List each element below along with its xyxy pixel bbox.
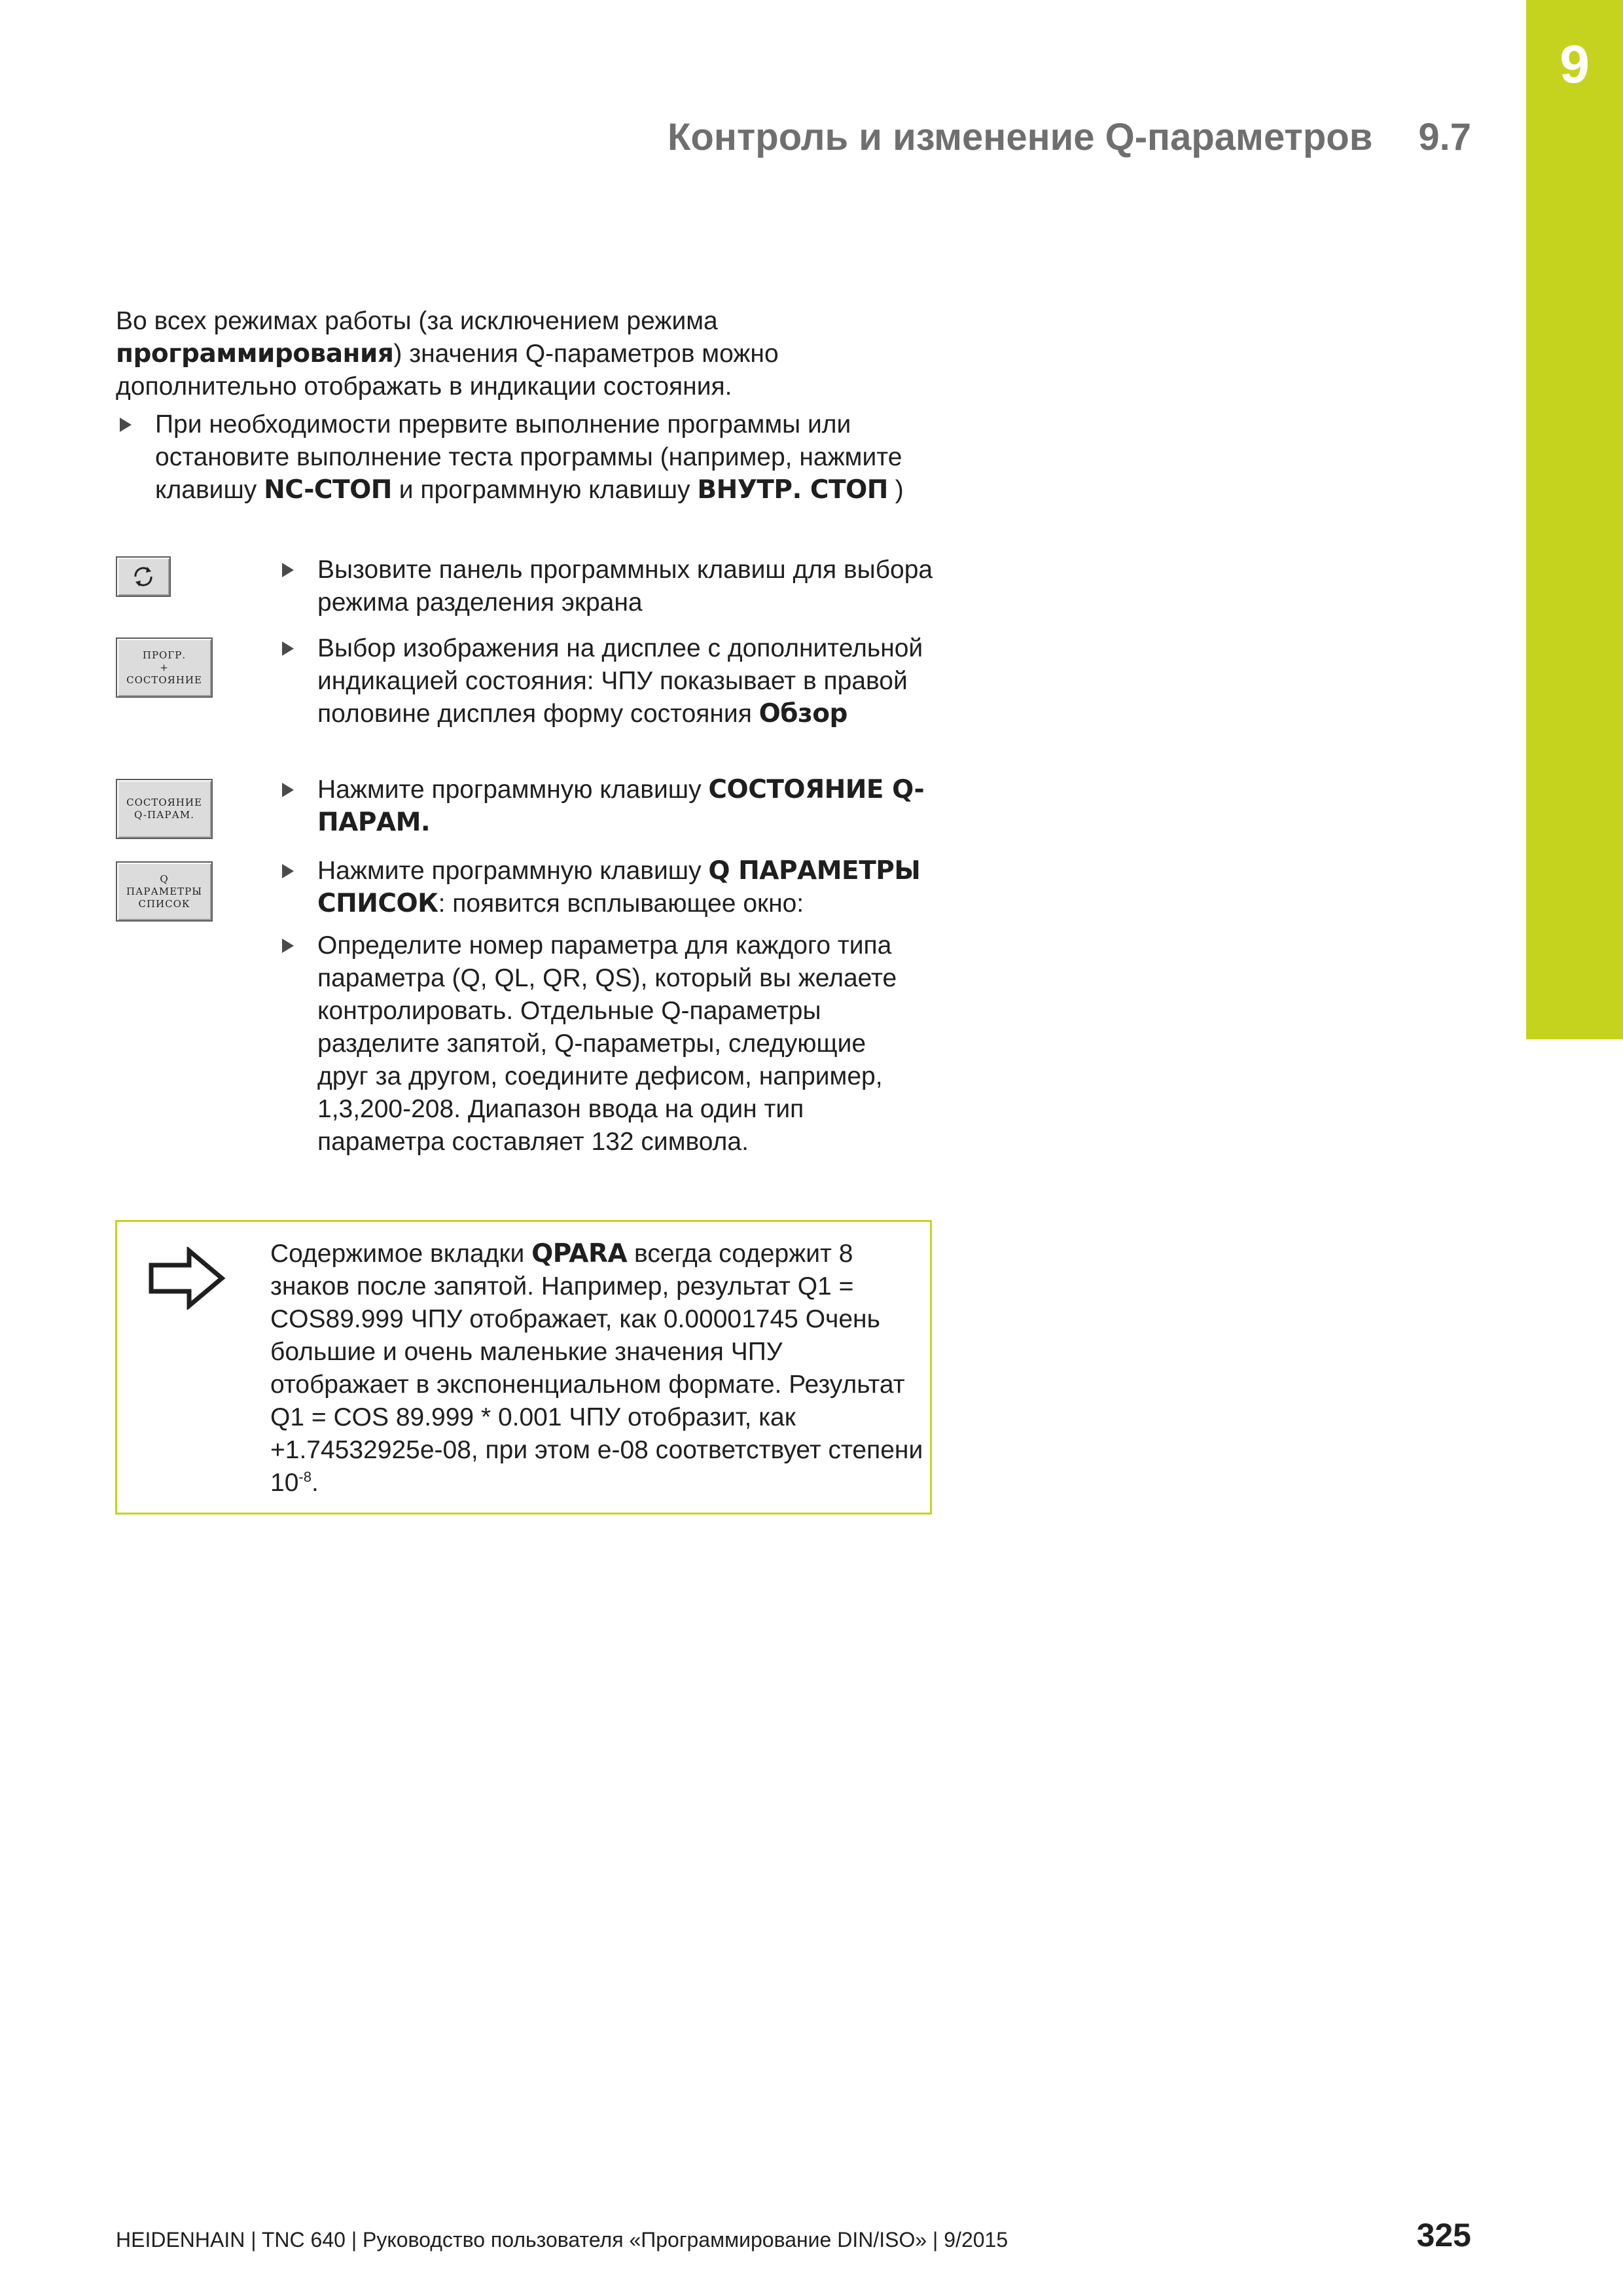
step1-text-1: При необходимости прервите выполнение программы или остановите выполнение теста программы (например, нажмите клавишу xyxy=(155,410,902,504)
note-text xyxy=(270,1238,925,1499)
step-6-row xyxy=(116,929,940,1191)
step-2-row xyxy=(116,554,940,619)
header-title: Контроль и изменение Q-параметров xyxy=(668,116,1373,158)
bullet-triangle-icon xyxy=(282,783,294,797)
step1-bold-1: NC-СТОП xyxy=(264,475,392,505)
step-3-row xyxy=(116,632,940,763)
step5-text-2: : появится всплывающее окно: xyxy=(438,889,804,918)
page-header xyxy=(668,115,1471,159)
note-text-1: Содержимое вкладки xyxy=(270,1240,532,1268)
bullet-triangle-icon xyxy=(282,864,294,878)
note-box xyxy=(115,1220,932,1515)
bullet-triangle-icon xyxy=(120,418,132,432)
arrow-right-icon xyxy=(149,1247,227,1310)
step1-bold-2: ВНУТР. СТОП xyxy=(697,475,888,505)
softkey-line-1: СОСТОЯНИЕ xyxy=(126,797,202,808)
softkey-line-2: ПАРАМЕТРЫ xyxy=(126,885,203,897)
step5-text-1: Нажмите программную клавишу xyxy=(317,857,709,885)
screen-layout-icon xyxy=(129,564,158,590)
step1-text-2: и программную клавишу xyxy=(391,476,698,504)
intro-block xyxy=(116,305,940,507)
prog-status-softkey[interactable] xyxy=(116,637,213,698)
step-5 xyxy=(278,855,940,920)
step-2 xyxy=(278,554,940,619)
step6-text: Определите номер параметра для каждого типа параметра (Q, QL, QR, QS), который вы желаете контролировать. Отдельные Q-параметры разделите запятой, Q-параметры, следующие друг за другом, соедините дефисом, например, 1,3,200-208. Диапазон ввода на один тип параметра составляет 132 символа. xyxy=(317,931,897,1156)
step2-text: Вызовите панель программных клавиш для выбора режима разделения экрана xyxy=(317,556,933,617)
chapter-number: 9 xyxy=(1560,35,1590,94)
step5-bold: Q ПАРАМЕТРЫ СПИСОК xyxy=(317,856,921,918)
page-number: 325 xyxy=(1416,2217,1471,2253)
chapter-tab xyxy=(1526,0,1623,1039)
step-3 xyxy=(278,632,940,730)
softkey-line-2: Q-ПАРАМ. xyxy=(134,809,194,821)
step4-bold: СОСТОЯНИЕ Q-ПАРАМ. xyxy=(317,775,925,837)
intro-text-1: Во всех режимах работы (за исключением режима xyxy=(116,307,718,335)
step3-bold: Обзор xyxy=(758,699,847,728)
header-section: 9.7 xyxy=(1418,116,1471,158)
step-4 xyxy=(278,774,940,839)
intro-paragraph xyxy=(116,305,940,403)
bullet-triangle-icon xyxy=(282,939,294,953)
bullet-triangle-icon xyxy=(282,563,294,577)
step-4-row xyxy=(116,774,940,846)
intro-bold: программирования xyxy=(116,339,394,368)
step-1 xyxy=(116,408,940,507)
softkey-line-1: ПРОГР. xyxy=(142,649,187,661)
footer-text: HEIDENHAIN | TNC 640 | Руководство пользователя «Программирование DIN/ISO» | 9/2015 xyxy=(116,2228,1008,2251)
step4-text: Нажмите программную клавишу xyxy=(317,776,709,804)
softkey-line-3: СОСТОЯНИЕ xyxy=(126,673,202,686)
step-5-row xyxy=(116,855,940,933)
softkey-line-1: Q xyxy=(160,872,169,885)
q-params-list-softkey[interactable] xyxy=(116,861,213,922)
note-superscript: -8 xyxy=(298,1469,312,1485)
softkey-line-3: СПИСОК xyxy=(138,897,190,910)
note-text-3: . xyxy=(311,1469,319,1497)
step-6 xyxy=(278,929,906,1158)
softkey-line-2: + xyxy=(160,661,169,673)
note-bold: QPARA xyxy=(531,1239,628,1268)
step3-text: Выбор изображения на дисплее с дополнительной индикацией состояния: ЧПУ показывает в правой половине дисплея форму состояния xyxy=(317,634,923,728)
note-text-2: всегда содержит 8 знаков после запятой. Например, результат Q1 = COS89.999 ЧПУ отображает, как 0.00001745 Очень большие и очень маленькие значения ЧПУ отображает в экспоненциальном формате. Результат Q1 = COS 89.999 * 0.001 ЧПУ отобразит, как +1.74532925e-08, при этом e-08 соответствует степени 10 xyxy=(270,1240,923,1497)
bullet-triangle-icon xyxy=(282,641,294,656)
step1-text-3: ) xyxy=(887,476,904,504)
status-q-param-softkey[interactable] xyxy=(116,779,213,839)
screen-layout-key[interactable] xyxy=(116,556,171,597)
intro-text-2: ) значения Q-параметров можно дополнительно отображать в индикации состояния. xyxy=(116,340,779,401)
